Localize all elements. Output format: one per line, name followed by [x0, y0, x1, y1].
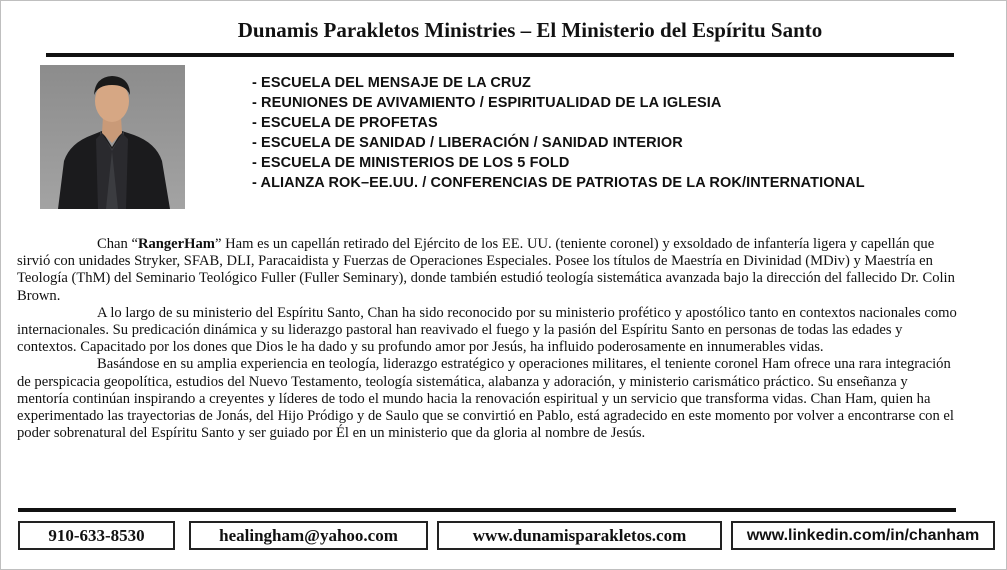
website-box[interactable]: www.dunamisparakletos.com [437, 521, 722, 550]
page-title: Dunamis Parakletos Ministries – El Ministerio del Espíritu Santo [237, 18, 823, 42]
program-item: - ALIANZA ROK–EE.UU. / CONFERENCIAS DE PATRIOTAS DE LA ROK/INTERNATIONAL [252, 175, 865, 191]
program-item: - ESCUELA DE MINISTERIOS DE LOS 5 FOLD [252, 155, 570, 171]
portrait-photo [40, 65, 185, 209]
program-item: - ESCUELA DE PROFETAS [252, 115, 438, 131]
program-item: - ESCUELA DE SANIDAD / LIBERACIÓN / SANIDAD INTERIOR [252, 135, 683, 151]
top-divider [46, 53, 954, 57]
linkedin-box[interactable]: www.linkedin.com/in/chanham [731, 521, 995, 550]
bio-intro: Chan “ [97, 236, 138, 252]
bio-nickname: RangerHam [137, 236, 215, 252]
ministry-programs-list [252, 73, 865, 193]
bio-paragraph-2: A lo largo de su ministerio del Espíritu Santo, Chan ha sido reconocido por su ministerio profético y apostólico tanto en contextos nacionales como internacionales. Su predicación dinámica y su liderazgo pastoral han reavivado el fuego y la pasión del Espíritu Santo en personas de todas las edades y contextos. Capacitado por los dones que Dios le ha dado y su profundo amor por Jesús, ha influido poderosamente en innumerables vidas. [17, 304, 957, 356]
email-box[interactable]: healingham@yahoo.com [189, 521, 428, 550]
bio-p1-text: ” Ham es un capellán retirado del Ejército de los EE. UU. (teniente coronel) y exsoldado de infantería ligera y capellán que sirvió con unidades Stryker, SFAB, DLI, Paracaidista y Fuerzas de Operaciones Especiales. Posee los títulos de Maestría en Divinidad (MDiv) y Maestría en Teología (ThM) del Seminario Teológico Fuller (Fuller Seminary), donde también estudió teología sistemática avanzada bajo la dirección del fallecido Dr. Colin Brown. [17, 236, 955, 304]
bio-paragraph-3: Basándose en su amplia experiencia en teología, liderazgo estratégico y operaciones militares, el teniente coronel Ham ofrece una rara integración de perspicacia geopolítica, estudios del Nuevo Testamento, teología sistemática, alabanza y adoración, y ministerio carismático práctico. Su enseñanza y mentoría continúan inspirando a creyentes y líderes de todo el mundo hacia la renovación espiritual y un servicio que transforma vidas. Chan Ham, quien ha experimentado las trayectorias de Jonás, del Hijo Pródigo y de Saulo que se convirtió en Pablo, está agradecido en este momento por volver a encontrarse con el poder sobrenatural del Espíritu Santo y ser guiado por Él en un ministerio que da gloria al nombre de Jesús. [17, 356, 954, 442]
program-item: - ESCUELA DEL MENSAJE DE LA CRUZ [252, 75, 531, 91]
bottom-divider [18, 508, 956, 512]
biography [17, 236, 957, 442]
bio-paragraph-1 [17, 236, 957, 305]
phone-number-box[interactable]: 910-633-8530 [18, 521, 175, 550]
program-item: - REUNIONES DE AVIVAMIENTO / ESPIRITUALIDAD DE LA IGLESIA [252, 95, 722, 111]
person-portrait-icon [40, 65, 185, 209]
